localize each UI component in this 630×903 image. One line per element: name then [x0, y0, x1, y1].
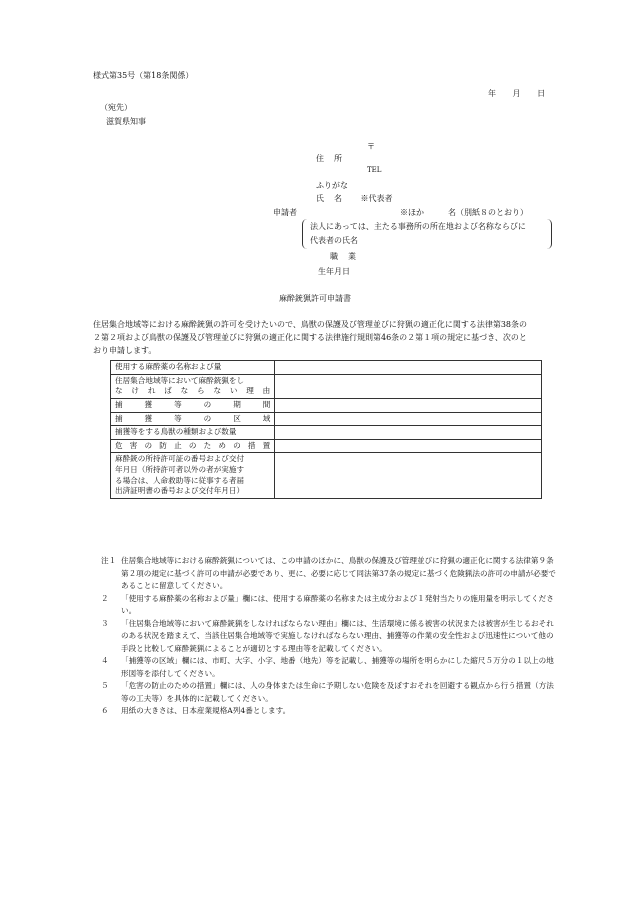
char: な: [180, 386, 189, 396]
char: 防: [159, 440, 167, 450]
char: 由: [262, 386, 271, 396]
char: の: [144, 440, 153, 450]
occupation-label: 職業: [330, 252, 366, 261]
field-period[interactable]: [275, 398, 542, 412]
corp-note-line1: 法人にあっては、主たる事務所の所在地および名称ならびに: [310, 222, 526, 231]
table-row: [111, 398, 542, 412]
note-text: 「危害の防止のための措置」欄には、人の身体または生命に予期しない危険を及ぼすおそれを回避する観点から行う措置（方法等の工夫等）を具体的に記載してください。: [121, 681, 554, 703]
char: 区: [233, 413, 241, 423]
char: な: [115, 386, 123, 396]
row-label-license: [111, 453, 275, 499]
table-row: [111, 453, 542, 499]
field-species[interactable]: [275, 426, 542, 440]
note-item: [101, 618, 561, 656]
note-number: ２: [101, 593, 109, 603]
char: 期: [233, 399, 241, 409]
char: 域: [262, 413, 271, 423]
note-text: 住居集合地域等における麻酔銃猟については、この申請のほかに、鳥獣の保護及び管理並びに狩猟の適正化に関する法律第９条第２項の規定に基づく許可の申請が必要であり、更に、必要に応じて同法第37条の規定に基づく危険猟法の許可の申請が必要であることに留意してください。: [121, 556, 556, 591]
applicant-label: 申請者: [273, 208, 297, 217]
document-title: 麻酔銃猟許可申請書: [279, 294, 351, 303]
char: 獲: [144, 413, 153, 423]
reason-line2: [115, 386, 270, 397]
char: の: [203, 413, 212, 423]
form-number: 様式第35号（第18条関係）: [93, 71, 194, 80]
birthdate-label: 生年月日: [318, 267, 350, 276]
field-measures[interactable]: [275, 439, 542, 453]
char: 理: [246, 386, 254, 396]
field-license[interactable]: [275, 453, 542, 499]
reason-line1: 住居集合地域等において麻酔銃猟をし: [115, 375, 245, 385]
date-day: 日: [537, 89, 546, 98]
application-table: [110, 360, 542, 499]
postal-mark: 〒: [367, 142, 375, 151]
char: ば: [164, 386, 172, 396]
note-item: [101, 593, 561, 618]
note-number: ３: [101, 618, 109, 628]
note-text: 用紙の大きさは、日本産業規格A列4番とします。: [121, 706, 291, 716]
application-statement: 住居集合地域等における麻酔銃猟の許可を受けたいので、鳥獣の保護及び管理並びに狩猟の適正化に関する法律第38条の２第２項および鳥獣の保護及び管理並びに狩猟の適正化に関する法律施行規則第46条の２第１項の規定に基づき、次のとおり申請します。: [93, 320, 528, 356]
char: 捕: [115, 413, 123, 423]
note-item: [101, 680, 561, 705]
note-item: [101, 555, 561, 593]
char: 措: [247, 440, 256, 450]
note-text: 「使用する麻酔薬の名称および量」欄には、使用する麻酔薬の名称または主成分および１発射当たりの施用量を明示してください。: [121, 593, 554, 616]
field-anesthetic[interactable]: [275, 361, 542, 375]
tel-label: TEL: [367, 166, 382, 174]
license-line: 出済証明書の番号および交付年月日）: [115, 486, 245, 496]
table-row: [111, 374, 542, 398]
char: 危: [115, 440, 123, 450]
char: た: [203, 440, 212, 450]
addressee: 滋賀県知事: [106, 117, 146, 126]
char: ら: [197, 386, 205, 396]
note-number: ４: [101, 656, 109, 666]
address-label: 住所: [316, 154, 352, 163]
row-label-measures: [111, 439, 275, 453]
table-row: [111, 439, 542, 453]
note-item: [101, 705, 561, 718]
row-label-reason: [111, 374, 275, 398]
date-line: [488, 88, 559, 99]
field-reason[interactable]: [275, 374, 542, 398]
date-month: 月: [512, 89, 521, 98]
field-area[interactable]: [275, 412, 542, 426]
name-label: 氏名: [316, 194, 352, 203]
char: な: [213, 386, 222, 396]
date-year: 年: [488, 89, 496, 98]
char: け: [131, 386, 139, 396]
representative-note: ※代表者: [360, 194, 393, 203]
table-row: [111, 361, 542, 375]
char: 等: [174, 399, 182, 409]
corp-bracket-right: [545, 219, 552, 249]
row-label-species: 捕獲等をする鳥獣の種類および数量: [111, 426, 275, 440]
char: 置: [262, 440, 271, 450]
row-label-area: [111, 412, 275, 426]
license-line: 年月日（所持許可者以外の者が実施す: [115, 465, 245, 474]
addressee-label: （宛先）: [100, 103, 132, 112]
char: れ: [147, 386, 156, 396]
char: の: [233, 440, 241, 450]
license-line: 麻酔銃の所持許可証の番号および交付: [115, 454, 245, 464]
char: い: [229, 386, 238, 396]
note-text: 「捕獲等の区域」欄には、市町、大字、小字、地番（地先）等を記載し、捕獲等の場所を明らかにした縮尺５万分の１以上の地形図等を添付してください。: [121, 656, 554, 678]
note-number: ６: [101, 706, 109, 716]
license-line: る場合は、人命救助等に従事する者届: [115, 475, 245, 485]
char: の: [203, 399, 212, 409]
row-label-anesthetic: 使用する麻酔薬の名称および量: [111, 361, 275, 375]
note-number: ５: [101, 681, 109, 691]
table-row: [111, 426, 542, 440]
others-note: ※ほか 名（別紙８のとおり）: [400, 208, 528, 217]
note-item: [101, 655, 561, 680]
char: 獲: [144, 399, 153, 409]
char: 害: [129, 440, 138, 450]
char: め: [218, 440, 226, 450]
furigana-label: ふりがな: [316, 181, 348, 190]
char: の: [188, 440, 197, 450]
row-label-period: [111, 398, 275, 412]
note-number: 注１: [101, 556, 117, 565]
char: 止: [174, 440, 182, 450]
notes: [101, 555, 561, 718]
char: 捕: [115, 399, 123, 409]
corp-note-line2: 代表者の氏名: [310, 236, 358, 245]
name-row: [316, 193, 393, 204]
note-text: 「住居集合地域等において麻酔銃猟をしなければならない理由」欄には、生活環境に係る被害の状況または被害が生じるおそれのある状況を踏まえて、当該住居集合地域等で実施しなければならない理由、捕獲等の作業の安全性および迅速性について他の手段と比較して麻酔銃猟によることが適切とする理由等を記載してください。: [121, 618, 554, 653]
table-row: [111, 412, 542, 426]
char: 等: [174, 413, 182, 423]
char: 間: [262, 399, 271, 409]
